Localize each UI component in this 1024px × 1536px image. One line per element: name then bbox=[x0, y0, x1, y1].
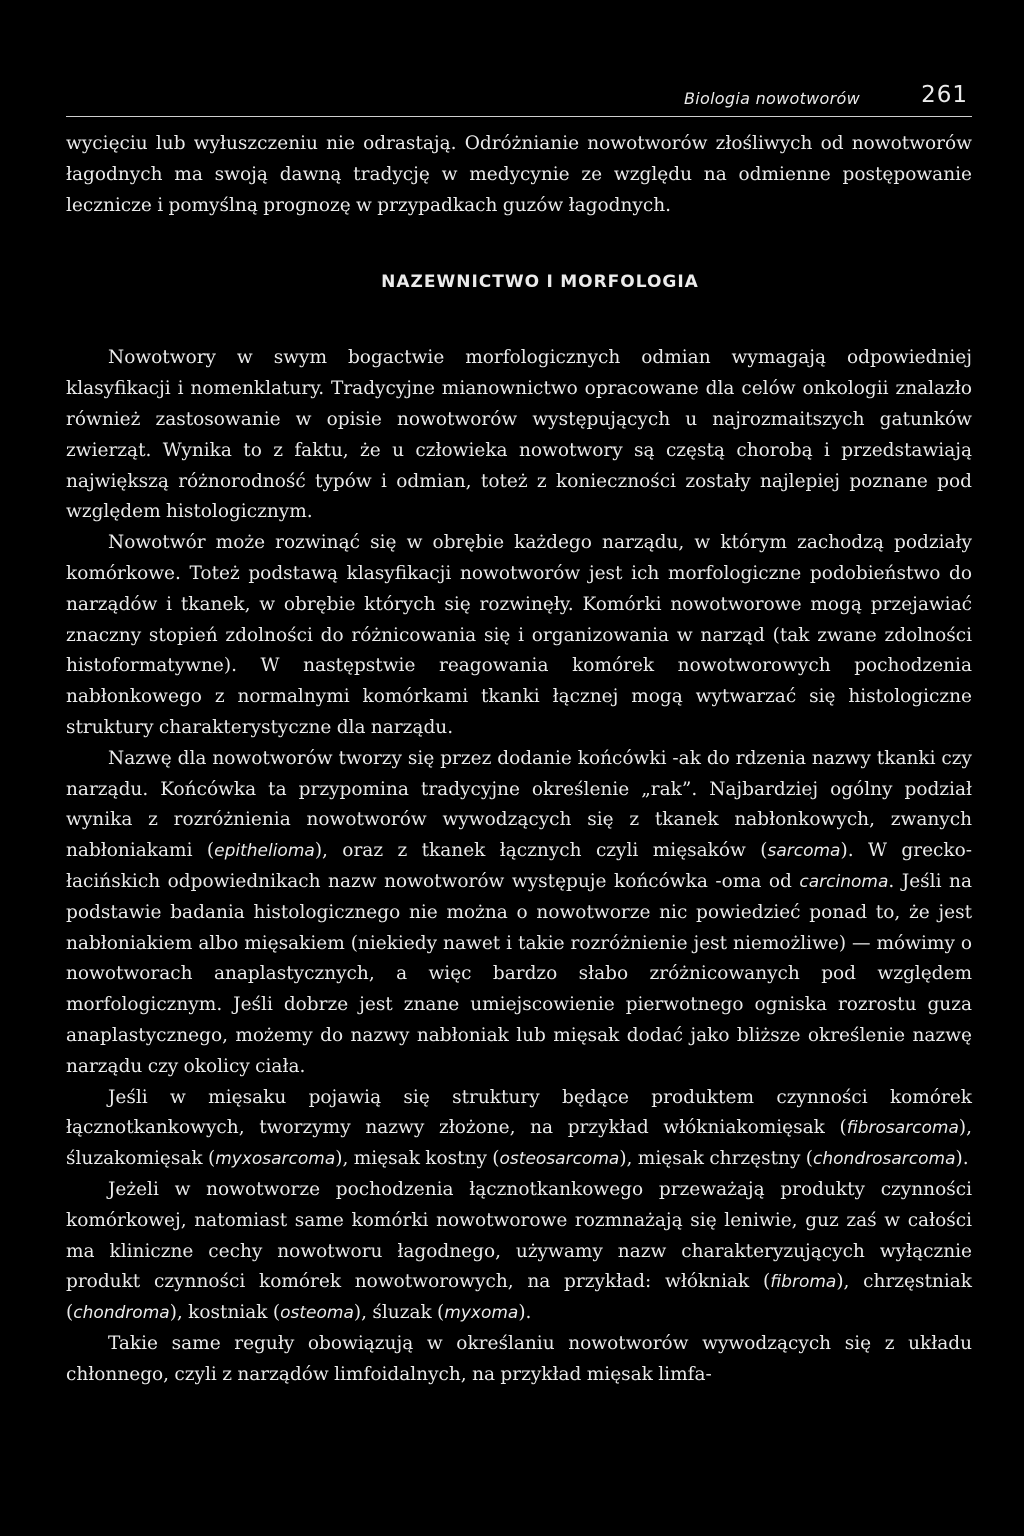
text-run: Jeśli w mięsaku pojawią się struktury będące produktem czynności komórek łącznotkankowych, tworzymy nazwy złożone, na przykład włókniakomięsak ( bbox=[66, 1086, 972, 1139]
text-run: ), oraz z tkanek łącznych czyli mięsaków ( bbox=[314, 840, 768, 862]
text-run: ), mięsak kostny ( bbox=[335, 1148, 500, 1170]
paragraph: Takie same reguły obowiązują w określaniu nowotworów wywodzących się z układu chłonnego, czyli z narządów limfoidalnych, na przykład mięsak limfa- bbox=[66, 1332, 972, 1385]
text-run: ), mięsak chrzęstny ( bbox=[619, 1148, 814, 1170]
latin-term: myxoma bbox=[444, 1303, 519, 1324]
latin-term: sarcoma bbox=[767, 841, 841, 862]
latin-term: myxosarcoma bbox=[215, 1149, 336, 1170]
body-text bbox=[66, 129, 972, 1390]
running-header bbox=[66, 78, 972, 117]
text-run: ), śluzak ( bbox=[353, 1302, 445, 1324]
latin-term: carcinoma bbox=[799, 871, 889, 892]
text-run: ), kostniak ( bbox=[169, 1302, 281, 1324]
paragraph bbox=[66, 1175, 972, 1329]
book-page bbox=[66, 78, 972, 1390]
latin-term: osteosarcoma bbox=[499, 1149, 620, 1170]
text-run: ). W grecko-łacińskich odpowiednikach nazw nowotworów występuje końcówka -oma od bbox=[66, 840, 972, 892]
paragraph bbox=[66, 744, 972, 1083]
paragraph bbox=[66, 1083, 972, 1175]
text-run: Nazwę dla nowotworów tworzy się przez dodanie końcówki -ak do rdzenia nazwy tkanki czy narządu. Końcówka ta przypomina tradycyjne określenie „rak”. Najbardziej ogólny podział wynika z rozróżnienia nowotworów wywodzących się z tkanek nabłonkowych, zwanych nabłoniakami ( bbox=[66, 747, 972, 862]
running-title: Biologia nowotworów bbox=[683, 89, 860, 108]
text-run: ). bbox=[955, 1148, 969, 1170]
latin-term: osteoma bbox=[280, 1303, 354, 1324]
paragraph: Nowotwór może rozwinąć się w obrębie każdego narządu, w którym zachodzą podziały komórkowe. Toteż podstawą klasyfikacji nowotworów jest ich morfologiczne podobieństwo do narządów i tkanek, w obrębie których się rozwinęły. Komórki nowotworowe mogą przejawiać znaczny stopień zdolności do różnicowania się i organizowania w narząd (tak zwane zdolności histoformatywne). W następstwie reagowania komórek nowotworowych pochodzenia nabłonkowego z normalnymi komórkami tkanki łącznej mogą wytwarzać się histologiczne struktury charakterystyczne dla narządu. bbox=[66, 532, 972, 738]
text-run: ), śluzakomięsak ( bbox=[66, 1117, 972, 1170]
paragraph: Nowotwory w swym bogactwie morfologicznych odmian wymagają odpowiedniej klasyfikacji i nomenklatury. Tradycyjne mianownictwo opracowane dla celów onkologii znalazło również zastosowanie w opisie nowotworów występujących u najrozmaitszych gatunków zwierząt. Wynika to z faktu, że u człowieka nowotwory są częstą chorobą i przedstawiają największą różnorodność typów i odmian, toteż z konieczności zostały najlepiej poznane pod względem histologicznym. bbox=[66, 347, 972, 523]
latin-term: fibroma bbox=[770, 1272, 837, 1293]
latin-term: epithelioma bbox=[214, 841, 315, 862]
latin-term: fibrosarcoma bbox=[846, 1118, 959, 1139]
latin-term: chondroma bbox=[73, 1303, 170, 1324]
latin-term: chondrosarcoma bbox=[813, 1149, 956, 1170]
text-run: Jeżeli w nowotworze pochodzenia łącznotkankowego przeważają produkty czynności komórkowej, natomiast same komórki nowotworowe rozmnażają się leniwie, guz zaś w całości ma kliniczne cechy nowotworu łagodnego, używamy nazw charakteryzujących wyłącznie produkt czynności komórek nowotworowych, na przykład: włókniak ( bbox=[66, 1178, 972, 1293]
page-number: 261 bbox=[921, 82, 968, 108]
text-run: . Jeśli na podstawie badania histologicznego nie można o nowotworze nic powiedzieć ponad to, że jest nabłoniakiem albo mięsakiem (niekiedy nawet i takie rozróżnienie jest niemożliwe) — mówimy o nowotworach anaplastycznych, a więc bardzo słabo zróżnicowanych pod względem morfologicznym. Jeśli dobrze jest znane umiejscowienie pierwotnego ogniska rozrostu guza anaplastycznego, możemy do nazwy nabłoniak lub mięsak dodać jako bliższe określenie nazwę narządu czy okolicy ciała. bbox=[66, 870, 972, 1077]
text-run: ), chrzęstniak ( bbox=[66, 1271, 972, 1324]
section-heading: NAZEWNICTWO I MORFOLOGIA bbox=[381, 272, 699, 293]
text-run: ). bbox=[518, 1302, 532, 1324]
paragraph-continuation: wycięciu lub wyłuszczeniu nie odrastają. Odróżnianie nowotworów złośliwych od nowotworów łagodnych ma swoją dawną tradycję w medycynie ze względu na odmienne postępowanie lecznicze i pomyślną prognozę w przypadkach guzów łagodnych. bbox=[66, 133, 972, 216]
